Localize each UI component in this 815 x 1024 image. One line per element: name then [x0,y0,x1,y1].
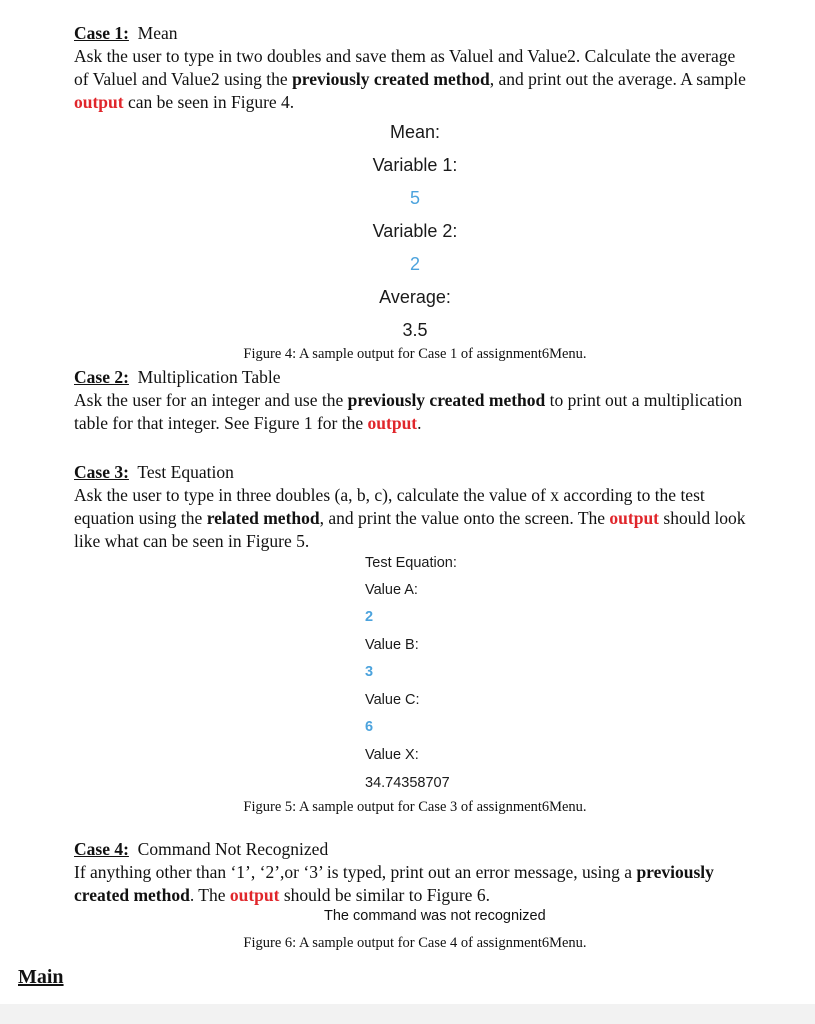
case3-title: Test Equation [137,462,234,482]
case2-text-2: to print out a multiplication table for that integer. See Figure 1 for the [74,390,743,433]
case1-text-3: can be seen in Figure 4. [123,92,295,112]
fig5-x-value: 34.74358707 [365,775,450,791]
case2-title: Multiplication Table [137,367,281,387]
case4-title: Command Not Recognized [137,839,329,859]
case1-section [74,22,754,114]
case3-text-3: should look like what can be seen in Figure 5. [74,508,746,551]
case2-description [74,389,754,435]
case4-description [74,861,754,907]
fig5-b-label: Value B: [365,637,419,653]
case4-output-word: output [229,885,280,905]
fig5-heading: Test Equation: [365,555,457,571]
case4-label: Case 4: [74,839,129,859]
fig4-var1-label: Variable 1: [372,155,458,175]
fig6-message: The command was not recognized [324,908,546,924]
case3-text-2: , and print the value onto the screen. The [319,508,610,528]
fig4-var2-value: 2 [409,254,420,274]
fig4-var2-label: Variable 2: [372,221,458,241]
fig5-x-label: Value X: [365,747,419,763]
case1-text-1: Ask the user to type in two doubles and save them as Valuel and Value2. Calculate the average of Valuel and Value2 using the [74,46,736,89]
case1-description [74,45,754,114]
case4-text-1: If anything other than ‘1’, ‘2’,or ‘3’ is typed, print out an error message, using a [74,862,637,882]
fig4-var1-value: 5 [409,188,420,208]
case2-heading [74,366,754,389]
fig5-c-label: Value C: [365,692,420,708]
fig4-caption: Figure 4: A sample output for Case 1 of assignment6Menu. [243,346,587,362]
case2-bold-1: previously created method [347,390,546,410]
case1-label: Case 1: [74,23,129,43]
case1-heading [74,22,754,45]
case3-label: Case 3: [74,462,129,482]
fig4-avg-value: 3.5 [402,320,428,340]
case2-output-word: output [367,413,418,433]
case4-bold-1: previously created method [74,862,714,905]
case1-output-word: output [74,92,124,112]
fig4-avg-label: Average: [379,287,451,307]
case3-section [74,461,754,553]
main-heading: Main [18,966,64,988]
case3-text-1: Ask the user to type in three doubles (a, b, c), calculate the value of x according to the test equation using the [74,485,705,528]
fig4-heading: Mean: [389,122,441,142]
case4-text-3: should be similar to Figure 6. [279,885,490,905]
case1-title: Mean [137,23,178,43]
case2-text-3: . [417,413,422,433]
case3-description [74,484,754,553]
case3-output-word: output [609,508,660,528]
fig5-a-label: Value A: [365,582,418,598]
case4-section [74,838,754,907]
case2-text-1: Ask the user for an integer and use the [74,390,348,410]
fig6-caption: Figure 6: A sample output for Case 4 of assignment6Menu. [243,935,587,951]
case2-label: Case 2: [74,367,129,387]
case3-heading [74,461,754,484]
case3-bold-1: related method [206,508,320,528]
fig5-a-value: 2 [365,609,374,625]
fig5-c-value: 6 [365,719,374,735]
fig5-caption: Figure 5: A sample output for Case 3 of assignment6Menu. [243,799,587,815]
case4-text-2: . The [189,885,230,905]
case1-bold-1: previously created method [292,69,490,89]
fig5-b-value: 3 [365,664,374,680]
bottom-bar [0,1004,815,1024]
case1-text-2: , and print out the average. A sample [489,69,746,89]
case2-section [74,366,754,435]
case4-heading [74,838,754,861]
